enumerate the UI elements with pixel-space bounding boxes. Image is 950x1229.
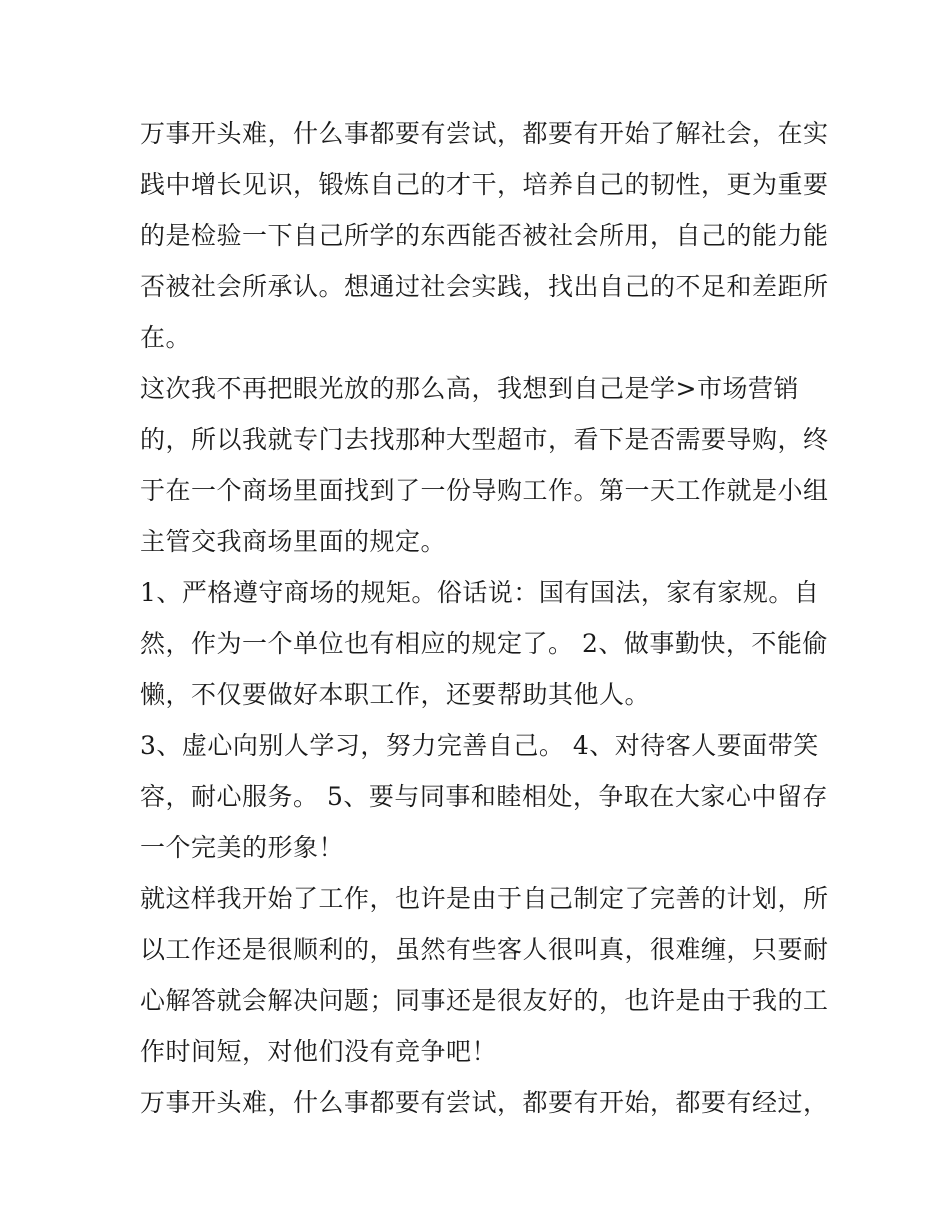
text-line: 的，所以我就专门去找那种大型超市，看下是否需要导购，终 (140, 425, 829, 454)
text-line: 主管交我商场里面的规定。 (140, 527, 447, 556)
text-line: 这次我不再把眼光放的那么高，我想到自己是学>市场营销 (140, 374, 799, 403)
text-line: 践中增长见识，锻炼自己的才干，培养自己的韧性，更为重要 (140, 170, 829, 199)
text-line: 否被社会所承认。想通过社会实践，找出自己的不足和差距所 (140, 272, 829, 301)
text-line: 懒，不仅要做好本职工作，还要帮助其他人。 (140, 680, 651, 709)
text-line: 一个完美的形象！ (140, 833, 345, 862)
text-line: 心解答就会解决问题；同事还是很友好的，也许是由于我的工 (140, 986, 829, 1015)
text-line: 作时间短，对他们没有竞争吧！ (140, 1037, 498, 1066)
text-line: 就这样我开始了工作，也许是由于自己制定了完善的计划，所 (140, 884, 829, 913)
text-line: 3、虚心向别人学习，努力完善自己。 4、对待客人要面带笑 (140, 731, 819, 760)
text-line: 于在一个商场里面找到了一份导购工作。第一天工作就是小组 (140, 476, 829, 505)
text-line: 万事开头难，什么事都要有尝试，都要有开始了解社会，在实 (140, 119, 829, 148)
text-line: 万事开头难，什么事都要有尝试，都要有开始，都要有经过， (140, 1088, 829, 1117)
text-line: 以工作还是很顺利的，虽然有些客人很叫真，很难缠，只要耐 (140, 935, 829, 964)
text-line: 然，作为一个单位也有相应的规定了。 2、做事勤快，不能偷 (140, 629, 828, 658)
text-line: 的是检验一下自己所学的东西能否被社会所用，自己的能力能 (140, 221, 829, 250)
document-body (140, 108, 830, 1128)
text-line: 容，耐心服务。 5、要与同事和睦相处，争取在大家心中留存 (140, 782, 828, 811)
text-line: 在。 (140, 323, 192, 352)
text-line: 1、严格遵守商场的规矩。俗话说：国有国法，家有家规。自 (140, 578, 820, 607)
